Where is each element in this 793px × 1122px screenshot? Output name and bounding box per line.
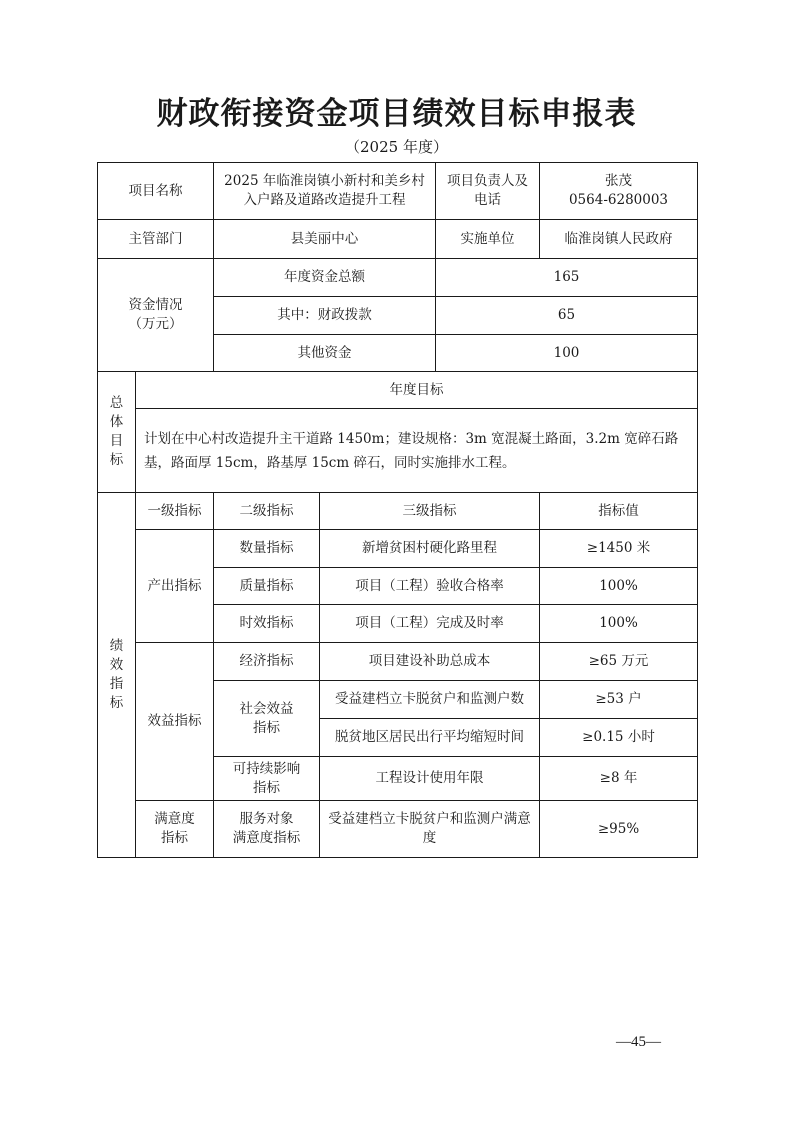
performance-label-char: 效 (109, 657, 124, 673)
table-row (98, 801, 698, 858)
implementing-unit-label: 实施单位 (436, 220, 540, 259)
sustainability-label (214, 757, 320, 801)
level1-header: 一级指标 (136, 493, 214, 530)
value-cell: ≥53 户 (540, 681, 698, 719)
performance-label-char: 指 (109, 676, 124, 692)
value-cell: ≥65 万元 (540, 643, 698, 681)
table-row (98, 530, 698, 568)
project-name-line1: 2025 年临淮岗镇小新村和美乡村 (224, 173, 425, 189)
level3-cell: 新增贫困村硬化路里程 (320, 530, 540, 568)
level2-cell: 数量指标 (214, 530, 320, 568)
value-cell: ≥1450 米 (540, 530, 698, 568)
service-satisfaction-label (214, 801, 320, 858)
satisfaction-label-line2: 指标 (161, 830, 188, 846)
funds-total-label: 年度资金总额 (214, 259, 436, 297)
level2-cell: 质量指标 (214, 568, 320, 605)
level2-cell: 经济指标 (214, 643, 320, 681)
level2-header: 二级指标 (214, 493, 320, 530)
satisfaction-label-line1: 满意度 (154, 811, 195, 827)
value-cell: ≥8 年 (540, 757, 698, 801)
benefit-indicator-label: 效益指标 (136, 643, 214, 801)
social-benefit-label-line1: 社会效益 (239, 700, 294, 717)
funds-fiscal-value: 65 (436, 297, 698, 335)
annual-goal-header: 年度目标 (136, 372, 698, 409)
overall-goal-header-row (98, 372, 698, 409)
project-name-value (214, 163, 436, 220)
performance-label-char: 标 (109, 695, 124, 711)
department-label: 主管部门 (98, 220, 214, 259)
social-benefit-label (214, 681, 320, 757)
service-satisfaction-label-line1: 服务对象 (239, 811, 294, 827)
level3-cell: 脱贫地区居民出行平均缩短时间 (320, 719, 540, 757)
project-manager-value (540, 163, 698, 220)
value-cell: ≥95% (540, 801, 698, 858)
overall-goal-label-char: 目 (109, 433, 124, 449)
level3-cell: 受益建档立卡脱贫户和监测户数 (320, 681, 540, 719)
value-cell: 100% (540, 605, 698, 643)
performance-label-char: 绩 (109, 638, 124, 654)
funds-other-value: 100 (436, 335, 698, 372)
funds-row (98, 259, 698, 297)
level3-cell: 项目建设补助总成本 (320, 643, 540, 681)
department-value: 县美丽中心 (214, 220, 436, 259)
sustainability-label-line2: 指标 (253, 779, 280, 796)
project-name-line2: 入户路及道路改造提升工程 (243, 192, 406, 208)
overall-goal-label-char: 总 (109, 395, 124, 411)
output-indicator-label: 产出指标 (136, 530, 214, 643)
social-benefit-label-line2: 指标 (253, 719, 280, 736)
value-cell: ≥0.15 小时 (540, 719, 698, 757)
overall-goal-label-char: 体 (109, 414, 124, 430)
value-cell: 100% (540, 568, 698, 605)
value-header: 指标值 (540, 493, 698, 530)
annual-goal-text: 计划在中心村改造提升主干道路 1450m；建设规格：3m 宽混凝土路面，3.2m 宽碎石路基，路面厚 15cm，路基厚 15cm 碎石，同时实施排水工程。 (136, 409, 698, 493)
funds-label-line2: （万元） (128, 316, 183, 332)
overall-goal-label (98, 372, 136, 493)
level3-header: 三级指标 (320, 493, 540, 530)
department-row (98, 220, 698, 259)
project-row (98, 163, 698, 220)
funds-fiscal-label: 其中：财政拨款 (214, 297, 436, 335)
performance-table (97, 162, 698, 858)
page-title: 财政衔接资金项目绩效目标申报表 (156, 96, 637, 132)
page-subtitle: （2025 年度） (345, 138, 448, 156)
satisfaction-indicator-label (136, 801, 214, 858)
implementing-unit-value: 临淮岗镇人民政府 (540, 220, 698, 259)
project-manager-label-line1: 项目负责人及 (447, 173, 528, 189)
level3-cell: 项目（工程）完成及时率 (320, 605, 540, 643)
performance-label (98, 493, 136, 858)
funds-total-value: 165 (436, 259, 698, 297)
funds-other-label: 其他资金 (214, 335, 436, 372)
funds-label-line1: 资金情况 (128, 297, 183, 313)
overall-goal-label-char: 标 (109, 452, 124, 468)
service-satisfaction-label-line2: 满意度指标 (232, 830, 301, 846)
level3-cell: 受益建档立卡脱贫户和监测户满意度 (320, 801, 540, 858)
performance-header-row (98, 493, 698, 530)
page-number: —45— (616, 1034, 661, 1050)
sustainability-label-line1: 可持续影响 (232, 760, 301, 777)
project-manager-name: 张茂 (605, 173, 632, 189)
table-row (98, 643, 698, 681)
project-manager-label (436, 163, 540, 220)
level3-cell: 项目（工程）验收合格率 (320, 568, 540, 605)
project-manager-label-line2: 电话 (474, 192, 501, 208)
project-name-label: 项目名称 (98, 163, 214, 220)
overall-goal-text-row (98, 409, 698, 493)
level3-cell: 工程设计使用年限 (320, 757, 540, 801)
level2-cell: 时效指标 (214, 605, 320, 643)
project-manager-phone: 0564-6280003 (568, 192, 669, 208)
funds-label (98, 259, 214, 372)
